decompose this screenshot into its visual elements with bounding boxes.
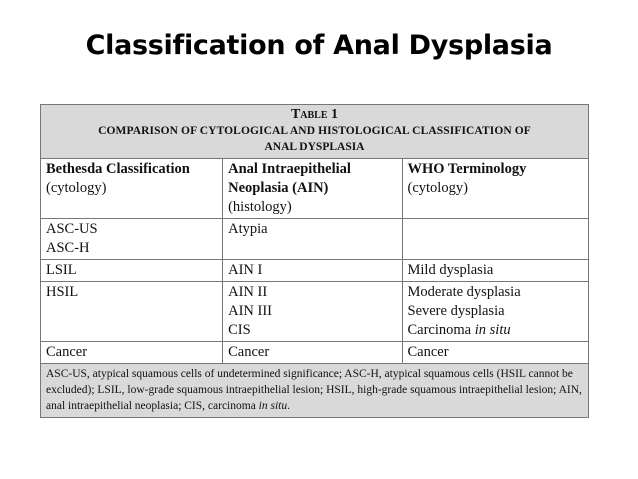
header-label: Bethesda Classification bbox=[46, 161, 190, 177]
table-cell bbox=[41, 342, 223, 364]
cell-text: LSIL bbox=[46, 262, 77, 278]
table-cell bbox=[41, 260, 223, 282]
cell-text: Severe dysplasia bbox=[407, 303, 505, 319]
cell-text: ASC-H bbox=[46, 240, 90, 256]
table-cell bbox=[223, 260, 402, 282]
table-row bbox=[41, 342, 588, 364]
table-footnote: ASC-US, atypical squamous cells of undetermined significance; ASC-H, atypical squamous cells (HSIL cannot be excluded); LSIL, low-grade squamous intraepithelial lesion; HSIL, high-grade squamous intraepithelial lesion; AIN, anal intraepithelial neoplasia; CIS, carcinoma in situ. bbox=[41, 363, 588, 417]
header-sublabel: (histology) bbox=[228, 199, 292, 215]
classification-table bbox=[40, 104, 589, 418]
table-caption-subtitle: COMPARISON OF CYTOLOGICAL AND HISTOLOGICAL CLASSIFICATION OF bbox=[98, 125, 531, 137]
cell-text: CIS bbox=[228, 322, 251, 338]
table-header-cell bbox=[402, 159, 588, 219]
table-cell bbox=[402, 260, 588, 282]
header-label: WHO Terminology bbox=[407, 161, 527, 177]
table-cell bbox=[402, 219, 588, 260]
slide-title: Classification of Anal Dysplasia bbox=[85, 30, 553, 61]
header-sublabel: (cytology) bbox=[407, 180, 468, 196]
cell-text: Carcinoma in situ bbox=[407, 322, 511, 338]
table-caption bbox=[41, 105, 588, 159]
cell-text: Mild dysplasia bbox=[407, 262, 494, 278]
cell-text: Cancer bbox=[228, 344, 270, 360]
table-cell bbox=[223, 342, 402, 364]
cell-text: Cancer bbox=[46, 344, 88, 360]
cell-text: HSIL bbox=[46, 284, 79, 300]
cell-text: AIN I bbox=[228, 262, 263, 278]
header-label: Anal Intraepithelial Neoplasia (AIN) bbox=[228, 161, 351, 196]
table-cell bbox=[223, 282, 402, 342]
cell-text: Atypia bbox=[228, 221, 268, 237]
table-cell bbox=[41, 219, 223, 260]
table-header-cell bbox=[223, 159, 402, 219]
table-cell bbox=[41, 282, 223, 342]
cell-text: ASC-US bbox=[46, 221, 98, 237]
cell-text: AIN III bbox=[228, 303, 272, 319]
table-row bbox=[41, 219, 588, 260]
header-sublabel: (cytology) bbox=[46, 180, 107, 196]
table-header-cell bbox=[41, 159, 223, 219]
cell-text: Cancer bbox=[407, 344, 449, 360]
table-row bbox=[41, 282, 588, 342]
table-caption-subtitle-cont: ANAL DYSPLASIA bbox=[264, 141, 365, 153]
cell-text: Moderate dysplasia bbox=[407, 284, 521, 300]
table-caption-title: Table 1 bbox=[290, 107, 339, 122]
table-cell bbox=[223, 219, 402, 260]
table-header-row bbox=[41, 159, 588, 219]
table-row bbox=[41, 260, 588, 282]
table-cell bbox=[402, 282, 588, 342]
cell-text: AIN II bbox=[228, 284, 268, 300]
table-grid bbox=[41, 159, 588, 363]
table-cell bbox=[402, 342, 588, 364]
